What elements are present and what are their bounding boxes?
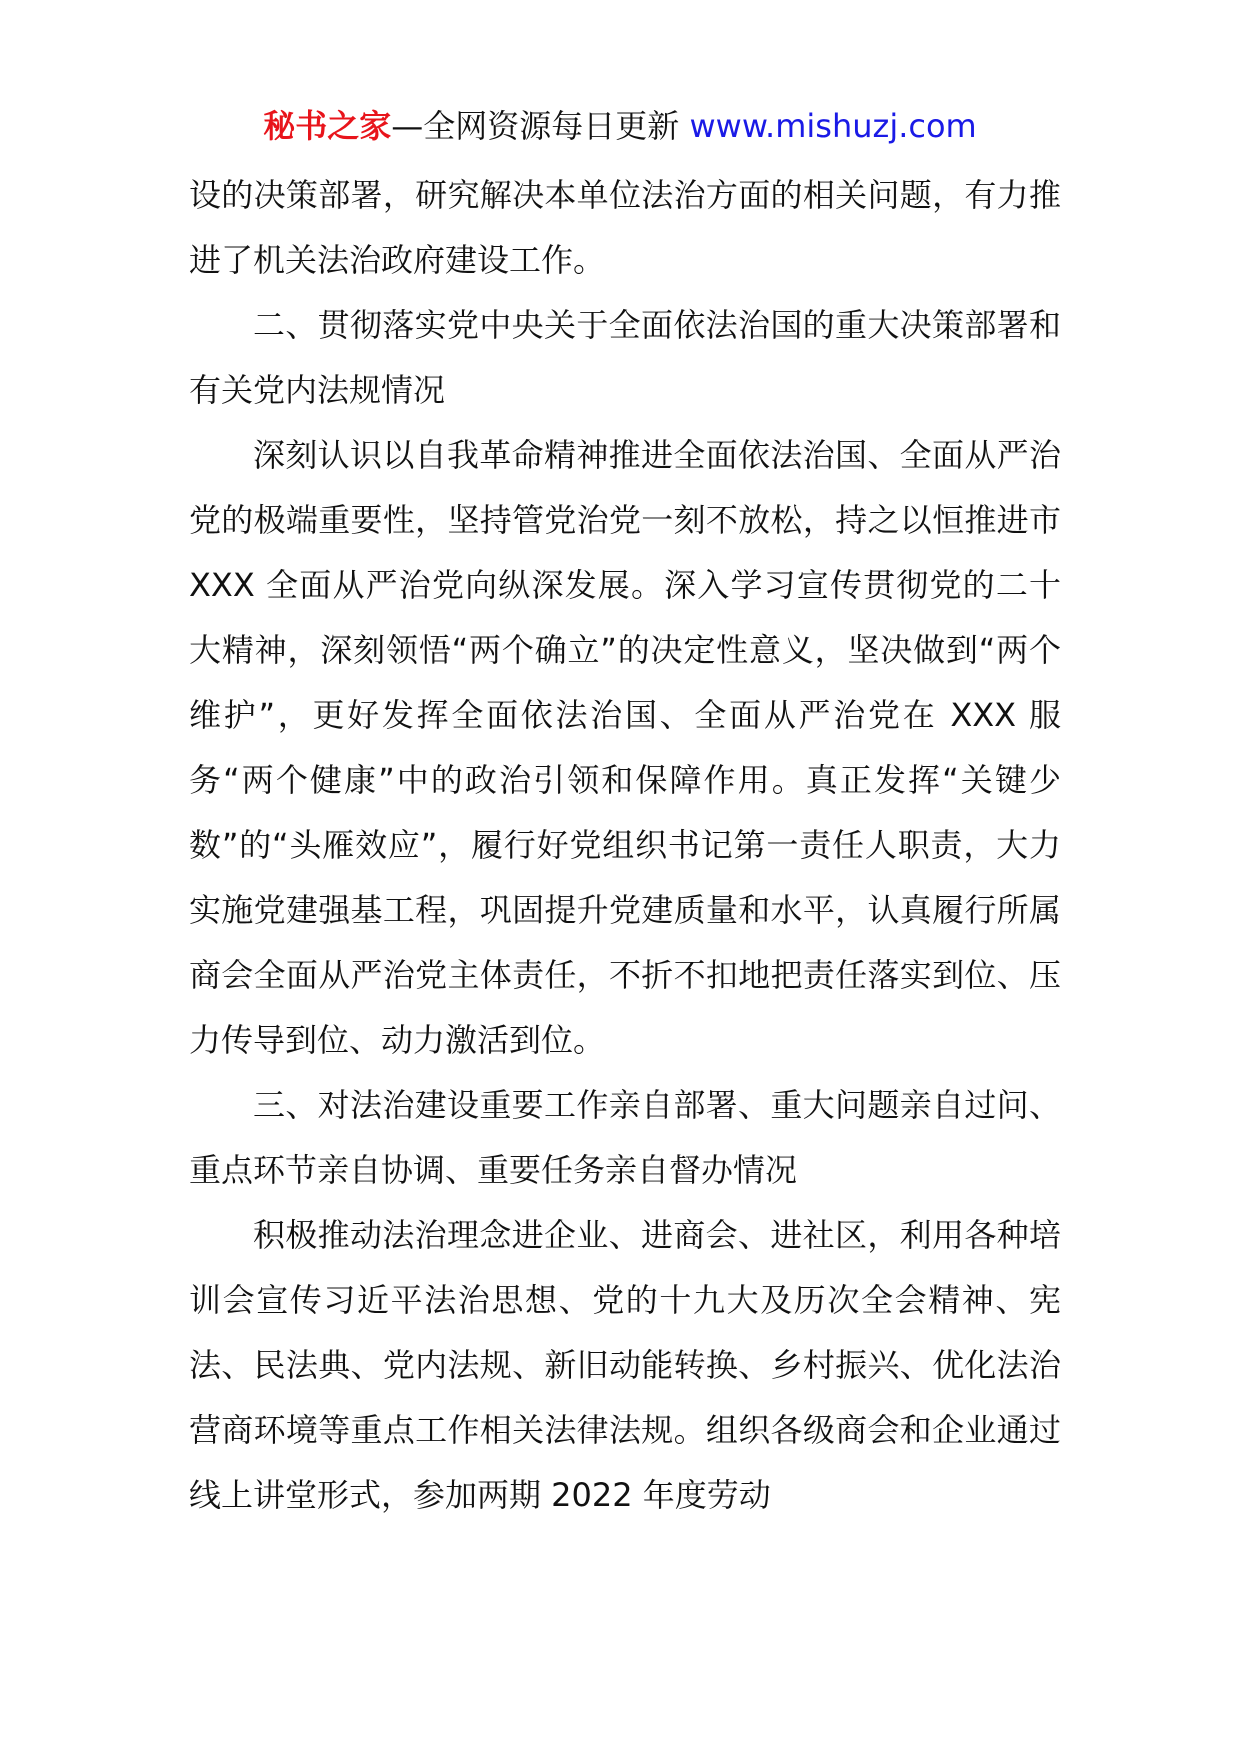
site-link[interactable]: www.mishuzj.com [689,107,977,145]
paragraph-section-3: 积极推动法治理念进企业、进商会、进社区，利用各种培训会宣传习近平法治思想、党的十九大及历次全会精神、宪法、民法典、党内法规、新旧动能转换、乡村振兴、优化法治营商环境等重点工作相关法律法规。组织各级商会和企业通过线上讲堂形式，参加两期 2022 年度劳动 [189,1216,1061,1514]
paragraph-continuation: 设的决策部署，研究解决本单位法治方面的相关问题，有力推进了机关法治政府建设工作。 [189,176,1061,279]
section-heading-3: 三、对法治建设重要工作亲自部署、重大问题亲自过问、重点环节亲自协调、重要任务亲自督办情况 [189,1086,1061,1189]
brand-name: 秘书之家 [263,107,392,145]
section-heading-2: 二、贯彻落实党中央关于全面依法治国的重大决策部署和有关党内法规情况 [189,306,1061,409]
document-body [189,163,1061,1528]
page-header [0,104,1240,148]
paragraph-section-2: 深刻认识以自我革命精神推进全面依法治国、全面从严治党的极端重要性，坚持管党治党一刻不放松，持之以恒推进市 XXX 全面从严治党向纵深发展。深入学习宣传贯彻党的二十大精神，深刻领悟“两个确立”的决定性意义，坚决做到“两个维护”，更好发挥全面依法治国、全面从严治党在 XXX 服务“两个健康”中的政治引领和保障作用。真正发挥“关键少数”的“头雁效应”，履行好党组织书记第一责任人职责，大力实施党建强基工程，巩固提升党建质量和水平，认真履行所属商会全面从严治党主体责任，不折不扣地把责任落实到位、压力传导到位、动力激活到位。 [189,436,1061,1059]
header-tagline: —全网资源每日更新 [391,107,680,145]
